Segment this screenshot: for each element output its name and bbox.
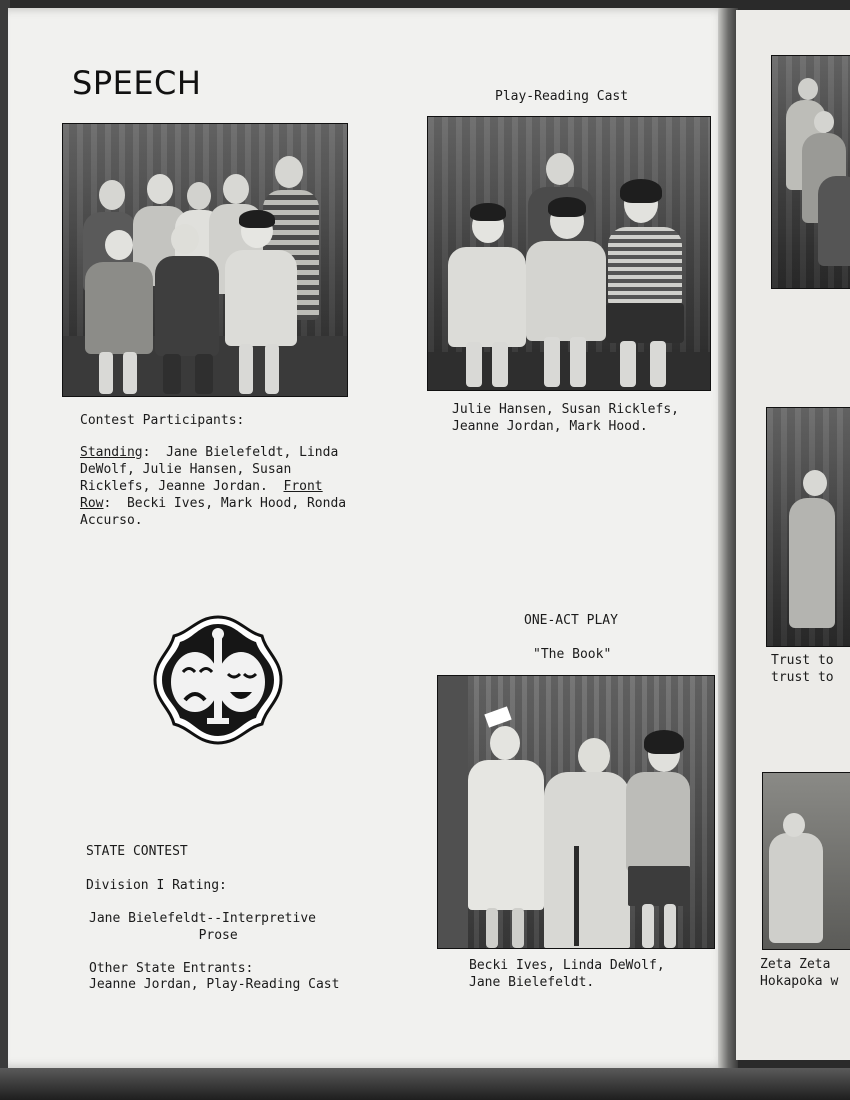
other-entrants: Jeanne Jordan, Play-Reading Cast (89, 977, 340, 992)
facing-caption-1: Trust to trust to (771, 653, 834, 685)
one-act-names: Becki Ives, Linda DeWolf, Jane Bielefeldt. (469, 958, 665, 990)
one-act-title: ONE-ACT PLAY (524, 613, 618, 628)
front-label: Front (283, 479, 323, 494)
play-reading-names: Julie Hansen, Susan Ricklefs, Jeanne Jordan, Mark Hood. (452, 402, 679, 434)
facing-page (736, 10, 850, 1060)
standing-label: Standing (80, 445, 143, 460)
standing-names: : Jane Bielefeldt, Linda DeWolf, Julie Hansen, Susan Ricklefs, Jeanne Jordan. (80, 445, 339, 494)
facing-photo-bottom (762, 772, 850, 950)
state-winner: Jane Bielefeldt--Interpretive Prose (89, 911, 316, 943)
one-act-play-name: "The Book" (533, 647, 612, 662)
facing-caption-2: Zeta Zeta Hokapoka w (760, 957, 839, 989)
contest-header: Contest Participants: (80, 413, 245, 428)
other-entrants-label: Other State Entrants: (89, 961, 254, 976)
contest-participants-photo (62, 123, 348, 397)
front-names: : Becki Ives, Mark Hood, Ronda Accurso. (80, 496, 347, 528)
division-rating: Division I Rating: (86, 878, 227, 893)
facing-photo-top (771, 55, 850, 289)
book-bottom-edge (0, 1068, 850, 1100)
play-reading-caption: Play-Reading Cast (495, 89, 629, 104)
play-reading-cast-photo (427, 116, 711, 391)
comedy-tragedy-masks-emblem (152, 614, 284, 746)
contest-roster (80, 444, 370, 529)
state-contest-title: STATE CONTEST (86, 844, 188, 859)
one-act-play-photo (437, 675, 715, 949)
page-binding (718, 8, 738, 1068)
row-label: Row (80, 496, 104, 511)
facing-photo-middle (766, 407, 850, 647)
page-title: SPEECH (72, 64, 202, 102)
